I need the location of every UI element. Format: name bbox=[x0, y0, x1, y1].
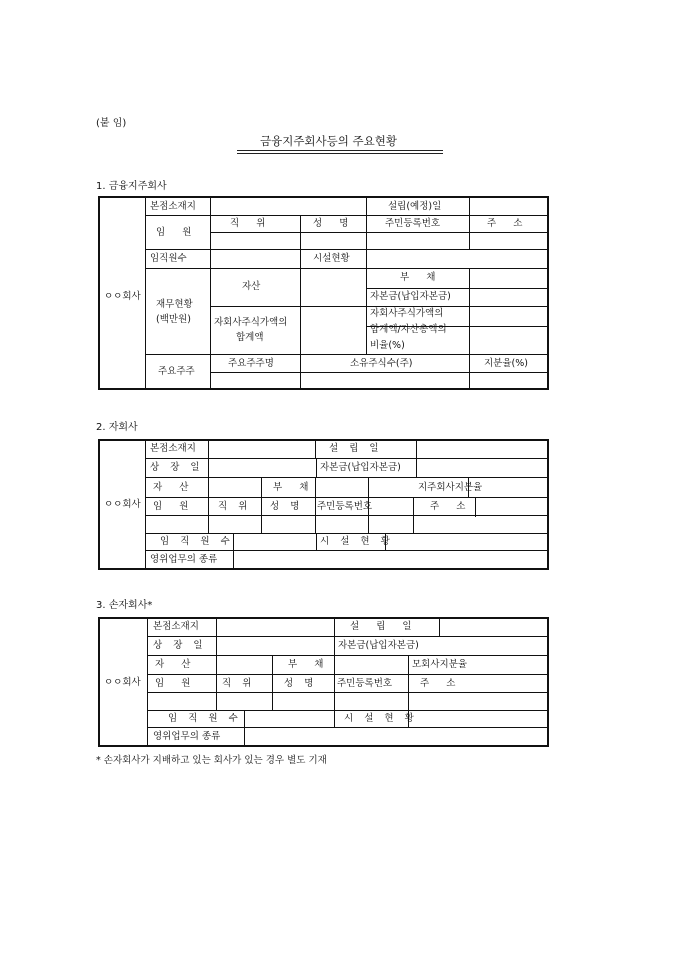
position-label: 직 위 bbox=[218, 501, 252, 512]
assets-label: 자 산 bbox=[155, 659, 198, 670]
shares-owned-label: 소유주식수(주) bbox=[350, 358, 413, 369]
footnote: * 손자회사가 지배하고 있는 회사가 있는 경우 별도 기재 bbox=[96, 755, 327, 766]
subsidiary-stock-total-label: 합계액 bbox=[236, 332, 264, 343]
officers-label: 임 원 bbox=[155, 678, 198, 689]
ratio-label-line3: 비율(%) bbox=[370, 340, 405, 351]
facilities-label: 시설현황 bbox=[313, 253, 350, 264]
established-label: 설립(예정)일 bbox=[388, 201, 442, 212]
address-label: 주 소 bbox=[420, 678, 463, 689]
section-1-heading: 1. 금융지주회사 bbox=[96, 181, 167, 192]
liabilities-label: 부 채 bbox=[288, 659, 331, 670]
resident-no-label: 주민등록번호 bbox=[385, 218, 441, 229]
resident-no-label: 주민등록번호 bbox=[337, 678, 393, 689]
name-label: 성 명 bbox=[284, 678, 318, 689]
business-type-label: 영위업무의 종류 bbox=[153, 731, 221, 742]
equity-ratio-label: 지분율(%) bbox=[484, 358, 528, 369]
listing-date-label: 상 장 일 bbox=[150, 462, 204, 473]
section-3-heading: 3. 손자회사* bbox=[96, 600, 153, 611]
address-label: 주 소 bbox=[430, 501, 473, 512]
assets-label: 자산 bbox=[242, 281, 261, 292]
grandchild-company-form bbox=[98, 617, 549, 747]
business-type-label: 영위업무의 종류 bbox=[150, 554, 218, 565]
subsidiary-form bbox=[98, 439, 549, 570]
major-shareholders-label: 주요주주 bbox=[158, 366, 195, 377]
established-label: 설 립 일 bbox=[350, 621, 419, 632]
resident-no-label: 주민등록번호 bbox=[317, 501, 373, 512]
capital-label: 자본금(납입자본금) bbox=[338, 640, 419, 651]
capital-label: 자본금(납입자본금) bbox=[370, 291, 451, 302]
position-label: 직 위 bbox=[222, 678, 256, 689]
ratio-label-line2: 합계액/자산총액의 bbox=[370, 324, 447, 335]
hq-address-label: 본점소재지 bbox=[153, 621, 199, 632]
company-label: ㅇㅇ회사 bbox=[104, 677, 141, 688]
capital-label: 자본금(납입자본금) bbox=[320, 462, 401, 473]
listing-date-label: 상 장 일 bbox=[153, 640, 207, 651]
facilities-label: 시 설 현 황 bbox=[344, 713, 418, 724]
holding-company-form bbox=[98, 196, 549, 390]
name-label: 성 명 bbox=[270, 501, 304, 512]
section-2-heading: 2. 자회사 bbox=[96, 422, 138, 433]
parent-ratio-label: 모회사지분율 bbox=[412, 659, 468, 670]
officers-label: 임 원 bbox=[153, 501, 196, 512]
employees-label: 임 직 원 수 bbox=[168, 713, 242, 724]
ratio-label-line1: 자회사주식가액의 bbox=[370, 308, 444, 319]
hq-address-label: 본점소재지 bbox=[150, 201, 196, 212]
hq-address-label: 본점소재지 bbox=[150, 443, 196, 454]
position-label: 직 위 bbox=[230, 218, 273, 229]
document-title: 금융지주회사등의 주요현황 bbox=[260, 134, 397, 148]
company-label: ㅇㅇ회사 bbox=[104, 291, 141, 302]
established-label: 설 립 일 bbox=[329, 443, 383, 454]
holding-ratio-label: 지주회사지분율 bbox=[418, 482, 483, 493]
employees-label: 임직원수 bbox=[150, 253, 187, 264]
finance-unit-label: (백만원) bbox=[156, 314, 191, 325]
shareholder-name-label: 주요주주명 bbox=[228, 358, 274, 369]
facilities-label: 시 설 현 황 bbox=[320, 536, 394, 547]
employees-label: 임 직 원 수 bbox=[160, 536, 234, 547]
attachment-label: (붙 임) bbox=[96, 118, 127, 129]
address-label: 주 소 bbox=[487, 218, 530, 229]
finance-label: 재무현황 bbox=[156, 299, 193, 310]
title-double-underline bbox=[237, 150, 443, 154]
liabilities-label: 부 채 bbox=[273, 482, 316, 493]
assets-label: 자 산 bbox=[153, 482, 196, 493]
name-label: 성 명 bbox=[313, 218, 356, 229]
company-label: ㅇㅇ회사 bbox=[104, 499, 141, 510]
liabilities-label: 부 채 bbox=[400, 272, 443, 283]
subsidiary-stock-value-label: 자회사주식가액의 bbox=[214, 317, 288, 328]
officers-label: 임 원 bbox=[156, 227, 199, 238]
